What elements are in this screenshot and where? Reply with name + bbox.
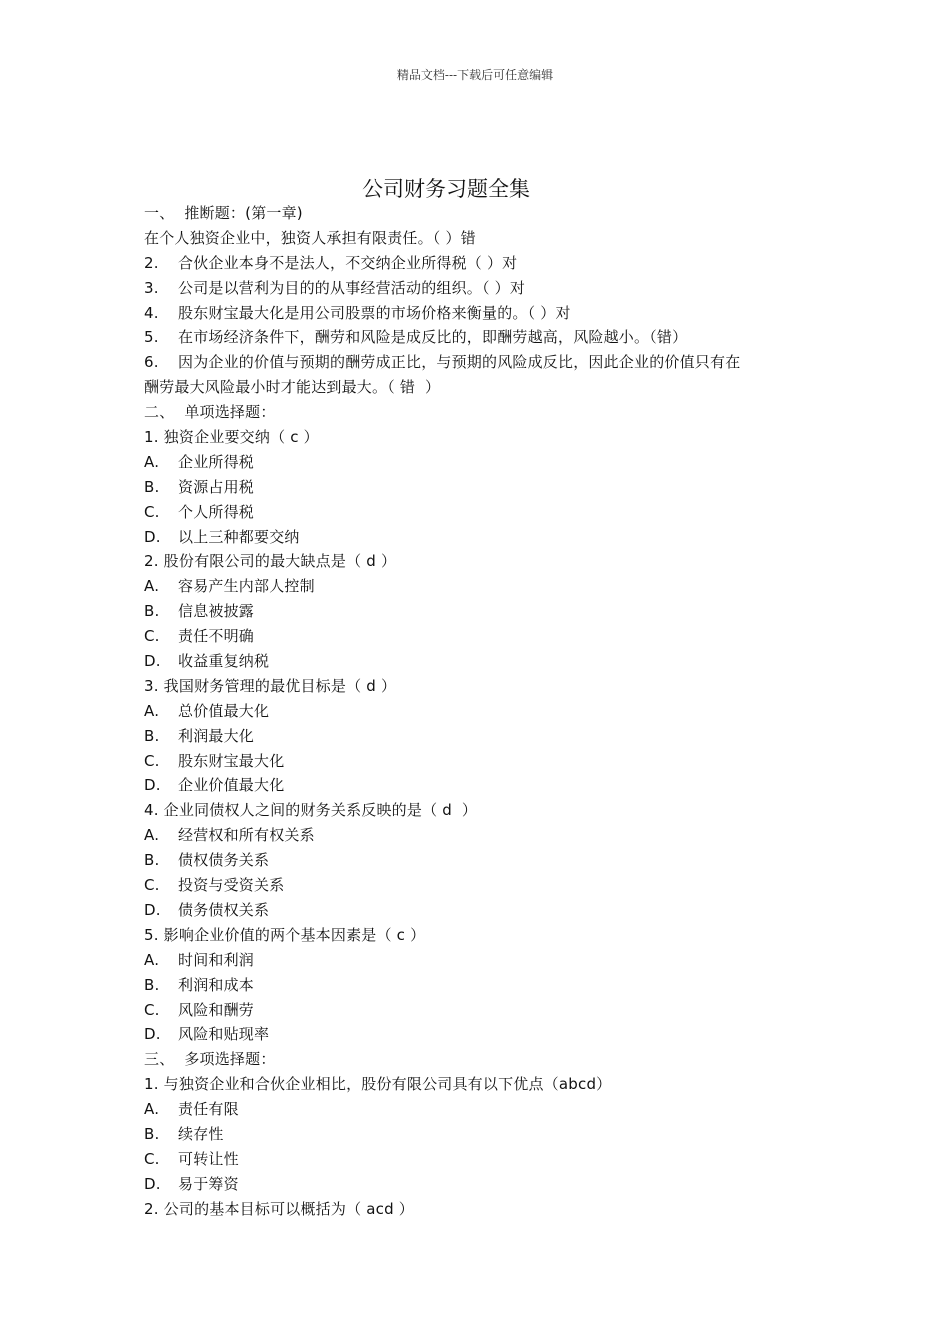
option-text: 投资与受资关系 xyxy=(178,876,285,895)
option-text: 风险和贴现率 xyxy=(178,1025,270,1044)
option-letter: C. xyxy=(144,502,160,521)
option-letter: D. xyxy=(144,652,161,671)
item-text: 因为企业的价值与预期的酬劳成正比，与预期的风险成反比，因此企业的价值只有在 xyxy=(178,353,741,372)
option xyxy=(144,1172,824,1197)
option xyxy=(144,525,824,550)
question: 2. 公司的基本目标可以概括为（ acd ） xyxy=(144,1199,414,1218)
option xyxy=(144,1097,824,1122)
item-number: 3. xyxy=(144,278,159,297)
option xyxy=(144,450,824,475)
judgement-item-continued xyxy=(144,375,824,400)
option-text: 利润和成本 xyxy=(178,975,255,994)
option-text: 责任不明确 xyxy=(178,627,255,646)
item-number: 5. xyxy=(144,328,159,347)
document-title: 公司财务习题全集 xyxy=(362,177,530,201)
option-letter: A. xyxy=(144,452,160,471)
option xyxy=(144,973,824,998)
option-letter: C. xyxy=(144,1000,160,1019)
option xyxy=(144,475,824,500)
item-text: 合伙企业本身不是法人，不交纳企业所得税（ ）对 xyxy=(178,253,518,272)
option-text: 资源占用税 xyxy=(178,477,255,496)
option xyxy=(144,998,824,1023)
option-text: 总价值最大化 xyxy=(178,701,270,720)
option-text: 债务债权关系 xyxy=(178,900,270,919)
item-text: 股东财宝最大化是用公司股票的市场价格来衡量的。（ ）对 xyxy=(178,303,571,322)
judgement-item xyxy=(144,350,824,375)
option-letter: C. xyxy=(144,627,160,646)
option-text: 责任有限 xyxy=(178,1100,239,1119)
option-letter: A. xyxy=(144,1100,160,1119)
option-letter: A. xyxy=(144,577,160,596)
option-letter: D. xyxy=(144,776,161,795)
option-text: 续存性 xyxy=(178,1124,224,1143)
option-letter: A. xyxy=(144,701,160,720)
option-letter: B. xyxy=(144,975,160,994)
item-text: 公司是以营利为目的的从事经营活动的组织。（ ）对 xyxy=(178,278,526,297)
option-text: 债权债务关系 xyxy=(178,851,270,870)
judgement-item xyxy=(144,276,824,301)
option xyxy=(144,749,824,774)
option xyxy=(144,574,824,599)
question: 2. 股份有限公司的最大缺点是（ d ） xyxy=(144,552,397,571)
item-number: 6. xyxy=(144,353,159,372)
judgement-item xyxy=(144,226,824,251)
item-number: 4. xyxy=(144,303,159,322)
option-text: 经营权和所有权关系 xyxy=(178,826,315,845)
option-letter: D. xyxy=(144,900,161,919)
item-text: 在市场经济条件下，酬劳和风险是成反比的，即酬劳越高，风险越小。（错） xyxy=(178,328,688,347)
option xyxy=(144,873,824,898)
option xyxy=(144,823,824,848)
item-text: 在个人独资企业中，独资人承担有限责任。（ ）错 xyxy=(144,228,476,247)
option-text: 容易产生内部人控制 xyxy=(178,577,315,596)
question: 3. 我国财务管理的最优目标是（ d ） xyxy=(144,676,397,695)
header-note: 精品文档---下载后可任意编辑 xyxy=(396,68,554,82)
option-letter: B. xyxy=(144,477,160,496)
option-letter: A. xyxy=(144,826,160,845)
option-text: 信息被披露 xyxy=(178,602,255,621)
option xyxy=(144,724,824,749)
option xyxy=(144,848,824,873)
option xyxy=(144,699,824,724)
option xyxy=(144,649,824,674)
judgement-item xyxy=(144,325,824,350)
option-text: 可转让性 xyxy=(178,1149,239,1168)
option xyxy=(144,624,824,649)
option-text: 股东财宝最大化 xyxy=(178,751,285,770)
item-text: 酬劳最大风险最小时才能达到最大。（ 错 ） xyxy=(144,378,441,397)
option-letter: B. xyxy=(144,1124,160,1143)
option xyxy=(144,773,824,798)
option xyxy=(144,1147,824,1172)
document-body xyxy=(144,201,824,1222)
option xyxy=(144,500,824,525)
option xyxy=(144,1122,824,1147)
question: 1. 独资企业要交纳（ c ） xyxy=(144,428,319,447)
option-text: 企业所得税 xyxy=(178,452,255,471)
option-letter: D. xyxy=(144,527,161,546)
option-letter: B. xyxy=(144,851,160,870)
option-letter: C. xyxy=(144,876,160,895)
judgement-item xyxy=(144,251,824,276)
option-text: 易于筹资 xyxy=(178,1174,239,1193)
section-heading-multiple-choice: 三、 多项选择题： xyxy=(144,1050,276,1069)
judgement-item xyxy=(144,301,824,326)
question: 4. 企业同债权人之间的财务关系反映的是（ d ） xyxy=(144,801,478,820)
option-text: 风险和酬劳 xyxy=(178,1000,255,1019)
option-text: 时间和利润 xyxy=(178,950,255,969)
option-text: 个人所得税 xyxy=(178,502,255,521)
option-letter: C. xyxy=(144,1149,160,1168)
option xyxy=(144,948,824,973)
option-letter: D. xyxy=(144,1174,161,1193)
option xyxy=(144,1022,824,1047)
option-letter: B. xyxy=(144,726,160,745)
option-text: 利润最大化 xyxy=(178,726,255,745)
option xyxy=(144,599,824,624)
section-heading-single-choice: 二、 单项选择题： xyxy=(144,403,276,422)
option-letter: A. xyxy=(144,950,160,969)
option-letter: D. xyxy=(144,1025,161,1044)
option-letter: C. xyxy=(144,751,160,770)
question: 5. 影响企业价值的两个基本因素是（ c ） xyxy=(144,925,426,944)
item-number: 2. xyxy=(144,253,159,272)
section-heading-judgement: 一、 推断题：(第一章) xyxy=(144,204,303,222)
question: 1. 与独资企业和合伙企业相比，股份有限公司具有以下优点（abcd） xyxy=(144,1075,612,1094)
option-text: 收益重复纳税 xyxy=(178,652,270,671)
option xyxy=(144,898,824,923)
option-text: 以上三种都要交纳 xyxy=(178,527,300,546)
option-text: 企业价值最大化 xyxy=(178,776,285,795)
option-letter: B. xyxy=(144,602,160,621)
